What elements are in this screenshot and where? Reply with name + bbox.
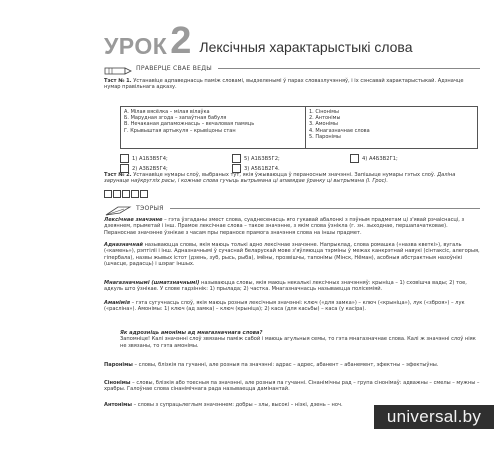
answer-checkbox[interactable] (350, 154, 359, 163)
test1-text: Устанавіце адпаведнасць паміж словамі, выдзеленымі ў парах словазлучэнняў, і іх сэнсавай характарыстыкай. Адзначце нумар правільнага адказу. (104, 78, 464, 91)
answer-square[interactable] (104, 190, 112, 198)
term: Паронімы (104, 362, 133, 368)
answer-option-1[interactable] (120, 154, 168, 163)
test2-text: Устанавіце нумары слоў, выбраных тут, якія ўжываюцца ў пераносным значэнні. Запішыце нумары гэтых слоў. (133, 172, 436, 178)
answer-option-label: 1) А1Б3В5Г4; (132, 155, 168, 162)
watermark: universal.by (374, 405, 494, 429)
paragraph-text: – словы з супрацьлеглым значэннем: добры – злы, высокі – нізкі, дзень – ноч. (133, 402, 343, 408)
match-right-item: 3. Амонімы (309, 121, 338, 128)
match-right-item: 1. Сінонімы (309, 108, 339, 115)
section-theory-label: ТЭОРЫЯ (136, 204, 164, 212)
theory-paragraph-2 (104, 242, 480, 267)
answer-square[interactable] (122, 190, 130, 198)
divider (170, 208, 480, 209)
lesson-header (104, 20, 413, 62)
match-right-item: 4. Мнагазначнае слова (309, 127, 370, 134)
answer-square[interactable] (131, 190, 139, 198)
test1-instruction (104, 78, 480, 91)
paragraph-text: – гэта сугучнасць слоў, якія маюць розныя лексічныя значэнні: ключ («для замка») – ключ («крыніца»), лук («зброя») – лук («расліна»). Амонімы: 1) ключ (ад замка) – ключ (крыніца); 2) каса (для касьбы) – каса (у касіра). (104, 300, 465, 313)
feather-icon (104, 202, 132, 214)
lesson-title: Лексічныя характарыстыкі слова (199, 39, 413, 55)
section-theory-bar (104, 202, 480, 214)
term: Адназначнай (104, 242, 143, 248)
paragraph-text: называюцца словы, якія маюць толькі адно лексічнае значэнне. Напрыклад, слова ромашка («назва кветкі»), вугаль («камень»), рэптіліі і інш. Адназначнымі ў сучаснай беларускай мове з'яўляюцца тэрміны ў межах канкрэтнай навукі (сінтаксіс, алегорыя, гіпербала), назвы жывых істот (дзень, зуб, рысь, рыба), імёны, прозвішчы, тапонімы (Мінск, Нёман), асобныя абстрактныя назоўнікі (шчасце, радасць) і шэраг іншых. (104, 242, 480, 267)
question-title: Як адрозніць амонімы ад мнагазначнага слова? (120, 330, 263, 336)
test2-number: Тэст № 2. (104, 172, 132, 178)
answer-option-3[interactable] (232, 154, 280, 163)
paragraph-text: называюцца словы, якія маюць некалькі лексічных значэнняў: крыніца – 1) сховішча вады; 2) тое, адкуль што ўзнікае. У слове гадзіннік: 1) прылада; 2) частка. Мнагазначнасць называецца полісеміяй. (104, 280, 467, 293)
answer-option-label: 4) А4Б3В2Г1; (362, 155, 398, 162)
divider (218, 68, 480, 69)
match-left-item: Г. Крывыштая артыкуля – крывіцоны стан (124, 127, 236, 134)
answer-checkbox[interactable] (120, 154, 129, 163)
term: Лексічнае значэнне (104, 217, 163, 223)
test1-number: Тэст № 1. (104, 78, 132, 84)
match-left-item: Б. Марудная згода – запаўтная бабуля (124, 114, 227, 121)
section-check-label: ПРАВЕРЦЕ СВАЕ ВЕДЫ (136, 64, 212, 72)
answer-checkbox[interactable] (232, 154, 241, 163)
question-box (120, 330, 480, 349)
answer-squares[interactable] (104, 190, 149, 198)
paragraph-text: – гэта ўзгаданы змест слова, суаднесенасць яго гукавай абалонкі з пэўным прадметам ці з'явай рэчаіснасці, з дзеяннем, прыметай і інш. Прамое лексічнае слова – такое значэнне, з якім слова ўзнікла (г. зн. зыходнае, першапачатковае). Пераноснае значэнне ўзнікае з часам пры пераносе прамога значэння слова на іншы прадмет. (104, 217, 465, 236)
theory-paragraph-1 (104, 217, 480, 236)
matching-table (120, 106, 478, 149)
term: Сінонімы (104, 380, 131, 386)
answer-option-label: 5) А1Б3В5Г2; (244, 155, 280, 162)
answer-option-label: 2) А3Б2В5Г4; (132, 165, 168, 172)
theory-paragraph-4 (104, 300, 480, 313)
section-check-bar (104, 62, 480, 74)
question-text: Запомніце! Калі значэнні слоў звязаны паміж сабой і маюць агульныя семы, то гэта мнагазначнае слова. Калі ж значэнні слоў ніяк не звязаны, то гэта амонімы. (120, 336, 476, 349)
paragraph-text: – словы, блізкія па гучанні, але розныя па значэнні: адрас – адрес, абанент – абанемент, эфектны – эфектыўны. (134, 362, 439, 368)
paragraph-text: – словы, блізкія або тоесныя па значэнні, але розныя па гучанні. Сінанімічны рад – група сінонімаў: адважны – смелы – мужны – храбры. Галоўнае слова сінанімічнага рада называецца дамінантай. (104, 380, 480, 393)
match-left-item: А. Мілая вясёлка – мілая вілаўка (124, 108, 210, 115)
matching-left-column (121, 107, 306, 148)
match-right-item: 2. Антонімы (309, 114, 341, 121)
test2-quote: Даліна зарунаце наўкругліх расы, і кожнае слова гучыць вытрымана ці апавядае ўранку ці вытрымана (І. Грос). (104, 172, 456, 185)
theory-paragraph-5 (104, 362, 480, 368)
theory-paragraph-7 (104, 402, 366, 408)
answer-option-label: 3) А5Б1В2Г4. (244, 165, 280, 172)
lesson-number: 2 (170, 20, 192, 62)
lesson-word: УРОК (104, 33, 168, 59)
test2-instruction (104, 172, 480, 185)
matching-right-column (306, 107, 477, 148)
answer-square[interactable] (140, 190, 148, 198)
theory-paragraph-3 (104, 280, 480, 293)
pencil-icon (104, 62, 132, 74)
term: Антонімы (104, 402, 132, 408)
match-right-item: 5. Паронімы (309, 134, 341, 141)
term: Аманімія (104, 300, 130, 306)
match-left-item: В. Нечаканая дапаможнасць – вечаловая памяць (124, 121, 255, 128)
term: Мнагазначнымі (шматзначнымі) (104, 280, 200, 286)
theory-paragraph-6 (104, 380, 480, 393)
answer-square[interactable] (113, 190, 121, 198)
answer-option-5[interactable] (350, 154, 398, 163)
